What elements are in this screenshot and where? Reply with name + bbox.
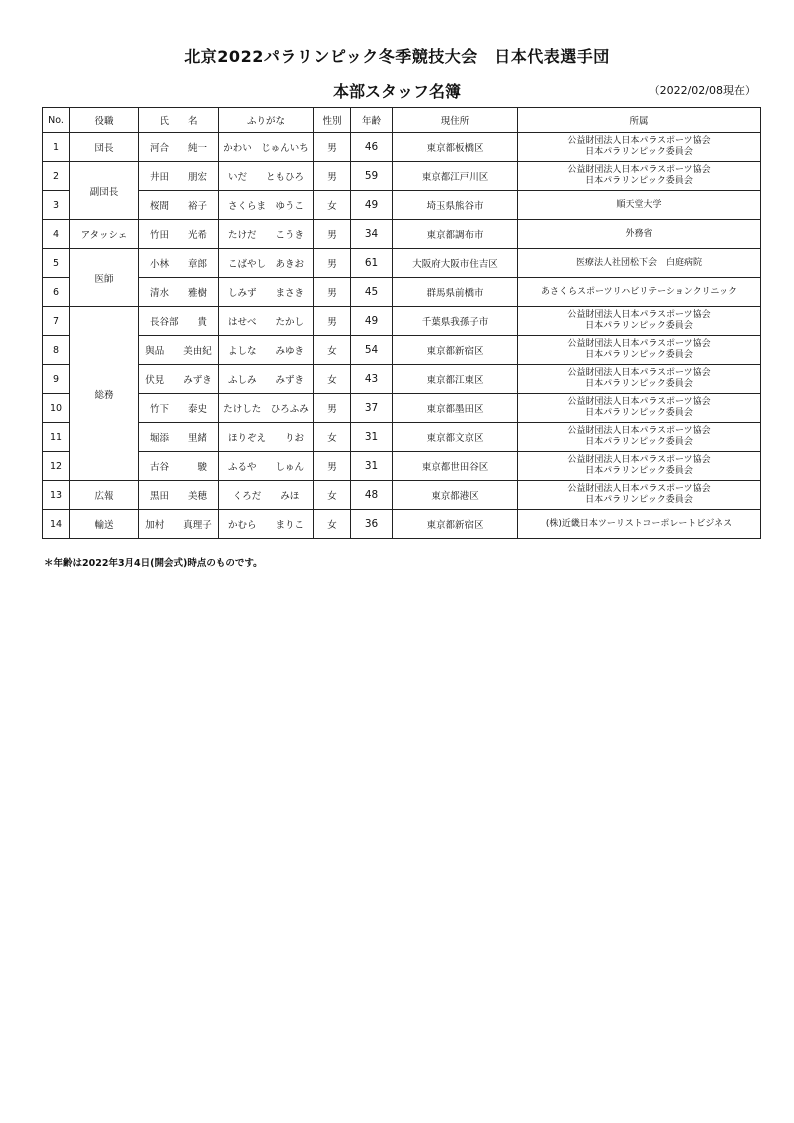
affiliation-line-1: 公益財団法人日本パラスポーツ協会	[567, 339, 711, 349]
affiliation-line-1: 公益財団法人日本パラスポーツ協会	[567, 397, 711, 407]
cell-name: 堀添 里緒	[139, 423, 219, 452]
age-footnote: ＊年齢は2022年3月4日(開会式)時点のものです。	[44, 558, 263, 569]
cell-residence: 東京都港区	[393, 481, 518, 510]
cell-residence: 大阪府大阪市住吉区	[393, 249, 518, 278]
cell-no: 12	[43, 452, 70, 481]
cell-no: 1	[43, 133, 70, 162]
cell-residence: 東京都墨田区	[393, 394, 518, 423]
table-row	[43, 133, 761, 162]
cell-name: 河合 純一	[139, 133, 219, 162]
cell-role: 輸送	[70, 510, 139, 539]
table-row	[43, 278, 761, 307]
cell-no: 4	[43, 220, 70, 249]
cell-residence: 東京都新宿区	[393, 336, 518, 365]
affiliation-line-1: 公益財団法人日本パラスポーツ協会	[567, 136, 711, 146]
cell-gender: 女	[314, 481, 351, 510]
table-row	[43, 365, 761, 394]
cell-name: 古谷 駿	[139, 452, 219, 481]
affiliation-line-1: 公益財団法人日本パラスポーツ協会	[567, 368, 711, 378]
affiliation-line-2: 日本パラリンピック委員会	[585, 495, 693, 505]
affiliation-line-1: 公益財団法人日本パラスポーツ協会	[567, 310, 711, 320]
cell-age: 43	[351, 365, 393, 394]
cell-affiliation	[518, 394, 761, 423]
cell-age: 31	[351, 452, 393, 481]
cell-kana: はせべ たかし	[219, 307, 314, 336]
table-row	[43, 510, 761, 539]
cell-no: 2	[43, 162, 70, 191]
cell-residence: 東京都新宿区	[393, 510, 518, 539]
cell-gender: 男	[314, 452, 351, 481]
cell-gender: 男	[314, 162, 351, 191]
cell-affiliation: 外務省	[518, 220, 761, 249]
cell-gender: 男	[314, 133, 351, 162]
cell-age: 37	[351, 394, 393, 423]
cell-kana: たけした ひろふみ	[219, 394, 314, 423]
cell-name: 竹下 泰史	[139, 394, 219, 423]
affiliation-line-2: 日本パラリンピック委員会	[585, 321, 693, 331]
cell-name: 伏見 みずき	[139, 365, 219, 394]
cell-gender: 女	[314, 423, 351, 452]
cell-kana: しみず まさき	[219, 278, 314, 307]
cell-age: 54	[351, 336, 393, 365]
cell-affiliation: 医療法人社団松下会 白庭病院	[518, 249, 761, 278]
cell-no: 10	[43, 394, 70, 423]
affiliation-line-1: 公益財団法人日本パラスポーツ協会	[567, 455, 711, 465]
cell-gender: 男	[314, 278, 351, 307]
cell-affiliation: (株)近畿日本ツーリストコーポレートビジネス	[518, 510, 761, 539]
cell-name: 與品 美由紀	[139, 336, 219, 365]
cell-age: 49	[351, 191, 393, 220]
cell-name: 清水 雅樹	[139, 278, 219, 307]
cell-role: 副団長	[70, 162, 139, 220]
cell-gender: 男	[314, 220, 351, 249]
cell-role: 団長	[70, 133, 139, 162]
cell-affiliation	[518, 336, 761, 365]
staff-roster-table	[42, 107, 761, 539]
cell-gender: 女	[314, 191, 351, 220]
cell-age: 49	[351, 307, 393, 336]
cell-residence: 東京都江戸川区	[393, 162, 518, 191]
affiliation-line-2: 日本パラリンピック委員会	[585, 176, 693, 186]
cell-kana: ふしみ みずき	[219, 365, 314, 394]
cell-role: アタッシェ	[70, 220, 139, 249]
cell-role: 広報	[70, 481, 139, 510]
affiliation-line-1: 公益財団法人日本パラスポーツ協会	[567, 165, 711, 175]
cell-role: 総務	[70, 307, 139, 481]
affiliation-line-2: 日本パラリンピック委員会	[585, 350, 693, 360]
cell-gender: 女	[314, 365, 351, 394]
cell-gender: 女	[314, 510, 351, 539]
affiliation-line-2: 日本パラリンピック委員会	[585, 147, 693, 157]
cell-role: 医師	[70, 249, 139, 307]
cell-affiliation	[518, 452, 761, 481]
table-header-row	[43, 108, 761, 133]
cell-gender: 女	[314, 336, 351, 365]
cell-affiliation	[518, 162, 761, 191]
header-name: 氏 名	[139, 108, 219, 133]
cell-no: 3	[43, 191, 70, 220]
table-row	[43, 249, 761, 278]
cell-gender: 男	[314, 249, 351, 278]
affiliation-line-2: 日本パラリンピック委員会	[585, 437, 693, 447]
cell-affiliation	[518, 481, 761, 510]
page-subtitle: 本部スタッフ名簿	[332, 82, 461, 101]
cell-name: 長谷部 貴	[139, 307, 219, 336]
cell-no: 13	[43, 481, 70, 510]
cell-age: 46	[351, 133, 393, 162]
cell-kana: かむら まりこ	[219, 510, 314, 539]
cell-name: 桜間 裕子	[139, 191, 219, 220]
cell-residence: 東京都板橋区	[393, 133, 518, 162]
cell-no: 11	[43, 423, 70, 452]
cell-age: 45	[351, 278, 393, 307]
cell-affiliation	[518, 423, 761, 452]
cell-kana: ほりぞえ りお	[219, 423, 314, 452]
cell-no: 9	[43, 365, 70, 394]
cell-kana: くろだ みほ	[219, 481, 314, 510]
cell-affiliation	[518, 307, 761, 336]
table-row	[43, 307, 761, 336]
cell-affiliation: あさくらスポーツリハビリテーションクリニック	[518, 278, 761, 307]
header-affiliation: 所属	[518, 108, 761, 133]
cell-gender: 男	[314, 394, 351, 423]
cell-age: 61	[351, 249, 393, 278]
as-of-date: （2022/02/08現在）	[648, 84, 756, 97]
cell-gender: 男	[314, 307, 351, 336]
cell-name: 黒田 美穂	[139, 481, 219, 510]
header-age: 年齢	[351, 108, 393, 133]
cell-residence: 東京都江東区	[393, 365, 518, 394]
cell-no: 5	[43, 249, 70, 278]
header-residence: 現住所	[393, 108, 518, 133]
cell-residence: 東京都世田谷区	[393, 452, 518, 481]
cell-residence: 群馬県前橋市	[393, 278, 518, 307]
cell-no: 6	[43, 278, 70, 307]
cell-name: 井田 朋宏	[139, 162, 219, 191]
cell-affiliation	[518, 365, 761, 394]
cell-no: 7	[43, 307, 70, 336]
cell-kana: かわい じゅんいち	[219, 133, 314, 162]
cell-kana: よしな みゆき	[219, 336, 314, 365]
table-row	[43, 481, 761, 510]
affiliation-line-2: 日本パラリンピック委員会	[585, 466, 693, 476]
cell-age: 48	[351, 481, 393, 510]
header-kana: ふりがな	[219, 108, 314, 133]
cell-kana: たけだ こうき	[219, 220, 314, 249]
cell-age: 59	[351, 162, 393, 191]
cell-name: 加村 真理子	[139, 510, 219, 539]
table-row	[43, 162, 761, 191]
cell-residence: 東京都文京区	[393, 423, 518, 452]
cell-kana: ふるや しゅん	[219, 452, 314, 481]
affiliation-line-1: 公益財団法人日本パラスポーツ協会	[567, 426, 711, 436]
cell-affiliation: 順天堂大学	[518, 191, 761, 220]
table-row	[43, 191, 761, 220]
cell-residence: 東京都調布市	[393, 220, 518, 249]
cell-kana: こばやし あきお	[219, 249, 314, 278]
table-row	[43, 394, 761, 423]
page-title: 北京2022パラリンピック冬季競技大会 日本代表選手団	[184, 47, 610, 66]
table-row	[43, 423, 761, 452]
cell-age: 36	[351, 510, 393, 539]
cell-kana: いだ ともひろ	[219, 162, 314, 191]
affiliation-line-2: 日本パラリンピック委員会	[585, 379, 693, 389]
cell-no: 8	[43, 336, 70, 365]
header-role: 役職	[70, 108, 139, 133]
cell-age: 34	[351, 220, 393, 249]
table-row	[43, 336, 761, 365]
table-row	[43, 452, 761, 481]
cell-name: 竹田 光希	[139, 220, 219, 249]
affiliation-line-1: 公益財団法人日本パラスポーツ協会	[567, 484, 711, 494]
cell-affiliation	[518, 133, 761, 162]
table-row	[43, 220, 761, 249]
cell-residence: 埼玉県熊谷市	[393, 191, 518, 220]
cell-kana: さくらま ゆうこ	[219, 191, 314, 220]
header-gender: 性別	[314, 108, 351, 133]
affiliation-line-2: 日本パラリンピック委員会	[585, 408, 693, 418]
cell-no: 14	[43, 510, 70, 539]
header-no: No.	[43, 108, 70, 133]
cell-age: 31	[351, 423, 393, 452]
cell-residence: 千葉県我孫子市	[393, 307, 518, 336]
cell-name: 小林 章郎	[139, 249, 219, 278]
